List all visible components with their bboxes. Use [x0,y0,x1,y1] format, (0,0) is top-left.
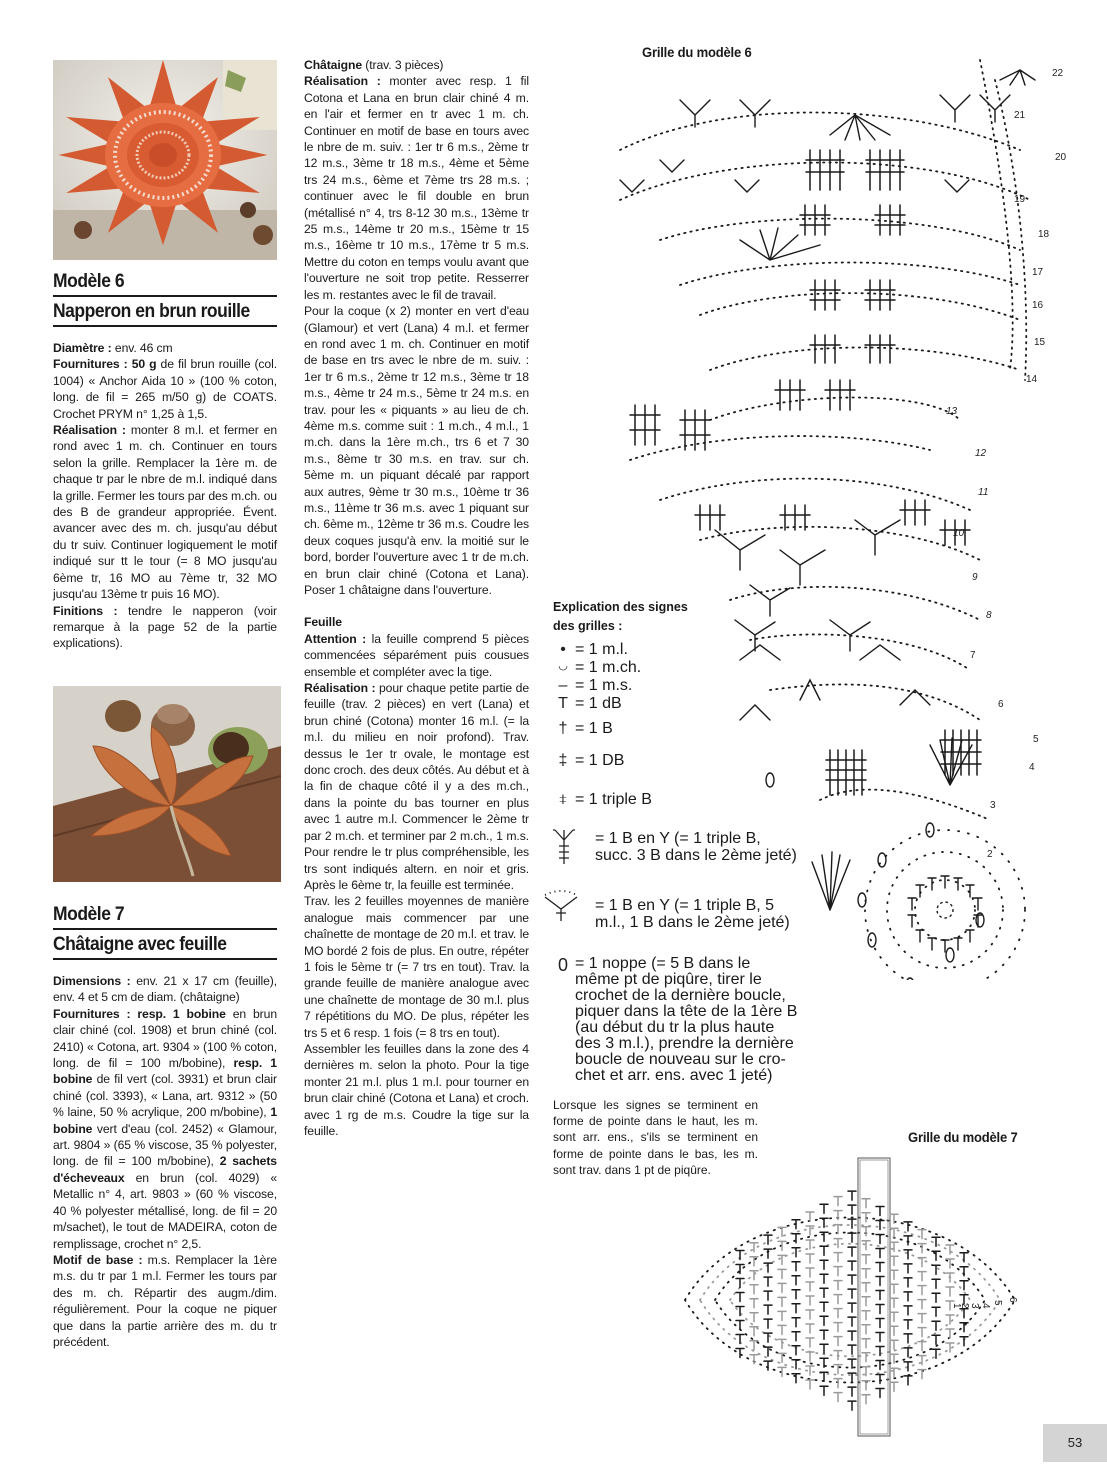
grid7-row-number: 6 [1007,1297,1018,1303]
grid7-stitch [764,1291,772,1300]
grid6-row-number: 20 [1055,152,1067,163]
grid7-stitch [862,1213,870,1222]
grid7-stitch [736,1321,744,1330]
grid7-stitch [960,1253,968,1262]
y-stitch-up-icon [551,826,577,866]
grid7-stitch [904,1292,912,1301]
grid7-stitch [834,1379,842,1388]
grid7-stitch [876,1333,884,1342]
grid7-stitch [792,1290,800,1299]
grid7-stitch [848,1191,856,1200]
grid7-stitch [778,1241,786,1250]
triple-treble-icon: ⧧ [558,791,568,808]
grid7-stitch [848,1247,856,1256]
grid7-row-number: 5 [992,1300,1003,1306]
grid7-stitch [904,1320,912,1329]
grid7-stitch [932,1293,940,1302]
grid7-stitch [862,1269,870,1278]
model7-subtitle: Châtaigne avec feuille [53,934,227,955]
single-crochet-icon: – [558,677,568,694]
grid6-row-number: 18 [1038,229,1050,240]
grid6-row-number: 14 [1026,374,1038,385]
grid7-stitch [862,1241,870,1250]
grid7-stitch [820,1386,828,1395]
grid7-stitch [890,1326,898,1335]
grid7-stitch [862,1325,870,1334]
grid7-stitch [876,1375,884,1384]
grid7-row-number: 1 [951,1303,962,1309]
grid7-stitch [764,1347,772,1356]
grid7-stitch [876,1221,884,1230]
grid7-stitch [806,1268,814,1277]
grid7-stitch [918,1300,926,1309]
grid7-stitch [750,1299,758,1308]
grid7-stitch [736,1293,744,1302]
grid6-columns [630,150,981,795]
grid7-row-number: 2 [959,1303,970,1309]
grid7-stitch [876,1207,884,1216]
grid7-stitch [764,1277,772,1286]
grid6-row-number: 4 [1029,762,1035,773]
model7-instructions: Dimensions : env. 21 x 17 cm (feuille), env. 4 et 5 cm de diam. (châtaigne) Fournitures : resp. 1 bobine en brun clair chiné (col. 1908) et brun chiné (col. 2410) « Cotona, art. 9304 » (100 % coton, long. de fil = 100 m/bobine), resp. 1 bobine de fil vert (col. 3931) et brun clair chiné (col. 3393), « Lana, art. 9312 » (50 % laine, 50 % acrylique, 200 m/bobine), 1 bobine vert d'eau (col. 2452) « Glamour, art. 9804 » (65 % viscose, 35 % polyester, long. de fil = 100 m/bobine), 2 sachets d'écheveaux en brun (col. 4029) « Metallic n° 4, art. 9803 » (60 % viscose, 40 % polyester métallisé, long. de fil = 20 m/sachet), le tout de MADEIRA, coton de remplissage, crochet n° 2,5. Motif de base : m.s. Remplacer la 1ère m.s. du tr par 1 m.l. Fermer les tours par des m. ch. Répartir des augm./dim. régulièrement. Pour la coque ne piquer que dans la partie arrière des m. du tr précédent. [53,974,278,1349]
grid7-stitch [862,1297,870,1306]
grid7-stitch [764,1319,772,1328]
grid7-stitch [792,1374,800,1383]
grid7-stitch [764,1263,772,1272]
grid7-stitch [764,1361,772,1370]
double-crochet-icon: † [558,720,568,737]
grid6-row-number: 6 [998,699,1004,710]
grid7-stitch [736,1251,744,1260]
chestnut-leaf-photo [53,686,281,882]
grid7-stitch [862,1255,870,1264]
grid7-stitch [792,1262,800,1271]
grid7-stitch [876,1319,884,1328]
grid7-stitch [820,1288,828,1297]
grid7-stitch [946,1329,954,1338]
grid7-stitch [778,1297,786,1306]
grid7-stitch [778,1269,786,1278]
grid6-row-number: 17 [1032,267,1044,278]
grid6-arcs [620,60,1030,820]
grid7-stitch [890,1340,898,1349]
slip-stitch-icon: ◡ [558,660,568,672]
grid7-stitch [778,1353,786,1362]
grid6-row-number: 12 [975,448,987,459]
grid6-row-number: 16 [1032,300,1044,311]
heading-rule [53,295,277,297]
grid7-title: Grille du modèle 7 [908,1129,1018,1145]
grid7-stitch [862,1381,870,1390]
grid7-stitch [736,1279,744,1288]
grid7-stitch [876,1389,884,1398]
grid7-stitch [904,1334,912,1343]
grid7-stitch [750,1285,758,1294]
grid7-stitch [820,1260,828,1269]
grid7-stitch [862,1227,870,1236]
grid7-stitch [918,1314,926,1323]
grid7-stitch [736,1307,744,1316]
grid7-stitch [834,1267,842,1276]
grid7-stitch [848,1219,856,1228]
grid7-stitch [750,1355,758,1364]
grid6-row-number: 2 [987,849,993,860]
grid6-row-number: 8 [986,610,992,621]
grid7-stitch [792,1248,800,1257]
grid7-stitch [792,1332,800,1341]
grid7-stitch [834,1309,842,1318]
model6-title: Modèle 6 [53,271,125,292]
grid7-stitch [834,1337,842,1346]
grid7-stitch [918,1370,926,1379]
grid7-stitch [876,1235,884,1244]
grid7-stitch [918,1328,926,1337]
grid7-stitch [792,1220,800,1229]
grid7-stitch [764,1249,772,1258]
grid7-stitch [890,1242,898,1251]
grid7-stitch [736,1335,744,1344]
grid7-stitch [890,1298,898,1307]
grid7-stitch [750,1271,758,1280]
model6-subtitle: Napperon en brun rouille [53,301,250,322]
grid7-stitch [848,1233,856,1242]
grid6-row-number: 7 [970,650,976,661]
grid7-stitch [736,1349,744,1358]
grid7-stitch [806,1296,814,1305]
grid7-stitch [946,1287,954,1296]
grid7-stitch [960,1337,968,1346]
grid7-stitch [848,1275,856,1284]
grid7-stitch [820,1232,828,1241]
grid7-stitch [876,1249,884,1258]
treble-crochet-icon: ‡ [558,752,568,769]
model6-heading [53,270,277,330]
grid7-row-number: 3 [969,1303,980,1309]
grid7-stitch [834,1365,842,1374]
grid7-stitch [792,1318,800,1327]
grid7-stitch [764,1333,772,1342]
grid7-stitch [820,1358,828,1367]
grid7-stitch [834,1239,842,1248]
grid6-row-number: 9 [972,572,978,583]
grid7-stitch [820,1204,828,1213]
grid7-stitch [848,1331,856,1340]
grid7-stitch [904,1362,912,1371]
grid6-title: Grille du modèle 6 [642,44,752,60]
grid7-stitch [904,1250,912,1259]
grid7-stitch [806,1254,814,1263]
grid7-stitch [764,1305,772,1314]
grid7-stitch [862,1353,870,1362]
grid6-row-number: 5 [1033,734,1039,745]
grid7-chart [670,1150,1030,1440]
grid6-row-number: 21 [1014,110,1026,121]
grid7-stitch [904,1236,912,1245]
grid7-stitch [806,1380,814,1389]
grid6-row-number: 22 [1052,68,1064,79]
grid7-stitch [848,1401,856,1410]
stitch-legend [553,598,763,636]
y-stitch-chain-icon [541,889,581,923]
grid7-stitch [792,1234,800,1243]
grid6-row-number: 10 [953,528,965,539]
legend-title-2: des grilles : [553,619,623,633]
grid7-stitch [834,1351,842,1360]
grid7-stitch [876,1291,884,1300]
grid7-stitch [890,1368,898,1377]
grid7-stitch [862,1311,870,1320]
grid7-stitch [834,1197,842,1206]
grid7-stitch [890,1312,898,1321]
grid7-stitch [918,1342,926,1351]
grid7-stitch [848,1345,856,1354]
grid7-stitch [848,1303,856,1312]
grid7-stitch [834,1253,842,1262]
grid7-stitch [890,1256,898,1265]
model7-heading [53,903,277,963]
grid7-stitch [904,1264,912,1273]
chain-stitch-icon: • [560,641,566,658]
grid7-stitch [876,1347,884,1356]
grid7-stitch [862,1199,870,1208]
grid7-stitch [862,1395,870,1404]
grid7-stitch [820,1344,828,1353]
grid7-stitch [904,1376,912,1385]
model6-instructions: Diamètre : env. 46 cm Fournitures : 50 g de fil brun rouille (col. 1004) « Anchor Aida 10 » (100 % coton, long. de fil = 265 m/50 g) de COATS. Crochet PRYM n° 1,25 à 1,5. Réalisation : monter 8 m.l. et fermer en rond avec 1 m. ch. Continuer en tours selon la grille. Remplacer la 1ère m. de chaque tr par le nbre de m.l. indiqué dans la grille. Fermer les tours par des m.ch. ou des B de grandeur appropriée. Évent. avancer avec des m. ch. jusqu'au début du tr suiv. Continuer logiquement le motif indiqué sur tt le tour (= 8 MO jusqu'au 6ème tr, 16 MO au 7ème tr, 32 MO jusqu'au 13ème tr puis 16 MO). Finitions : tendre le napperon (voir remarque à la page 52 de la partie explications). [53,341,278,651]
legend-note: Lorsque les signes se terminent en forme de pointe dans le haut, les m. sont arr. ens., s'ils se terminent en forme de pointe dans le bas, les m. sont trav. dans 1 pt de piqûre. [553,1098,758,1177]
grid7-stitch [820,1246,828,1255]
grid7-stitch [806,1212,814,1221]
grid7-stitch [890,1284,898,1293]
grid7-stitch [848,1289,856,1298]
grid7-stitch [806,1338,814,1347]
grid6-fans [740,70,1035,910]
grid7-stitch [820,1316,828,1325]
grid7-stitch [862,1283,870,1292]
grid7-stitch [806,1352,814,1361]
grid7-stitch [862,1339,870,1348]
grid6-row-number: 19 [1014,194,1026,205]
grid6-row-number: 13 [946,406,958,417]
grid7-stitch [904,1348,912,1357]
grid7-stitch [778,1339,786,1348]
grid7-stitch [932,1279,940,1288]
grid7-stitch [876,1277,884,1286]
grid7-stitch [806,1310,814,1319]
grid7-stitch [792,1346,800,1355]
grid7-stitch [792,1276,800,1285]
grid7-stitch [932,1307,940,1316]
grid7-stitch [946,1273,954,1282]
grid7-stitch [778,1255,786,1264]
page-number: 53 [1043,1424,1107,1462]
grid7-stitch [876,1305,884,1314]
grid7-stitch [848,1205,856,1214]
grid7-stitch [918,1244,926,1253]
grid7-stitch [792,1304,800,1313]
grid7-stitch [918,1286,926,1295]
doily-photo [53,60,277,260]
grid7-row-number: 4 [980,1303,991,1309]
half-double-icon: T [558,695,568,712]
grid7-stitch [848,1261,856,1270]
grid6-row-number: 15 [1034,337,1046,348]
grid7-stitch [750,1313,758,1322]
grid7-stitch [932,1321,940,1330]
model7-title: Modèle 7 [53,904,125,925]
grid7-stitch [904,1306,912,1315]
grid7-stitch [820,1302,828,1311]
grid7-stitch [778,1283,786,1292]
grid7-stitch [834,1211,842,1220]
grid7-stitch [834,1281,842,1290]
legend-title: Explication des signes [553,600,688,614]
grid7-stitch [918,1272,926,1281]
grid7-stitch [890,1214,898,1223]
grid7-stitch [834,1295,842,1304]
grid7-stitch [876,1263,884,1272]
heading-rule [53,928,277,930]
grid7-stitch [778,1325,786,1334]
grid7-stitch [778,1311,786,1320]
grid7-stitch [834,1393,842,1402]
grid7-stitch [806,1324,814,1333]
grid7-stitch [848,1387,856,1396]
grid7-stitch [834,1323,842,1332]
grid7-stitch [890,1382,898,1391]
grid7-stitch [820,1274,828,1283]
grid7-stitch [932,1335,940,1344]
chestnut-instructions: Châtaigne (trav. 3 pièces) Réalisation : monter avec resp. 1 fil Cotona et Lana en brun clair chiné 4 m. en l'air et fermer en tr avec 1 m. ch. Continuer en motif de base en tours avec le nbre de m. suiv. : 1er tr 6 m.s., 2ème tr 12 m.s., 3ème tr 18 m.s., 4ème et 5ème trs 24 m.s., 6ème et 7ème trs 28 m.s. ; continuer avec le fil double en brun (métallisé n° 4, trs 8-12 30 m.s., 13ème tr 25 m.s., 14ème tr 20 m.s., 15ème tr 15 m.s., 16ème tr 10 m.s., 17ème tr 5 m.s. Mettre du coton en temps voulu avant que l'ouverture ne soit trop petite. Resserrer les m. restantes avec le fil de travail. Pour la coque (x 2) monter en vert d'eau (Glamour) et vert (Lana) 4 m.l. et fermer en rond avec 1 m. ch. Continuer en motif de base en trs avec le nbre de m. suiv. : 1er tr 6 m.s., 2ème tr 12 m.s., 3ème tr 18 m.s., 4ème tr 24 m.s., 5ème tr 24 m.s. en trav. pour les « piquants » au lieu de ch. 4ème m.s. comme suit : 1 m.ch., 4 m.l., 1 m.ch. dans la 1ère m.ch., trs 6 et 7 30 m.s., 8ème tr 30 m.s. en trav. sur ch. 5ème m. un piquant décalé par rapport aux autres, 9ème tr 30 m.s., 10ème tr 36 m.s., 11ème tr 36 m.s. avec 1 piquant sur ch. 6ème m., 12ème tr 36 m.s. Coudre les deux coques jusqu'à env. la moitié sur le bord, border l'ouverture avec 1 tr de m.ch. en brun clair chiné (Cotona et Lana). Poser 1 châtaigne dans l'ouverture. Feuille Attention : la feuille comprend 5 pièces commencées séparément puis cousues ensemble et compléter avec la tige. Réalisation : pour chaque petite partie de feuille (trav. 2 pièces) en vert (Lana) et brun chiné (Cotona) monter 16 m.l. (= la m.l. du milieu en noir profond). Trav. dessus le 1er tr ovale, le montage est donc croch. des deux côtés. Au début et à la fin de chaque côté il y a des m.ch., dans la pointe du bas tourner en plus avec 1 autre m.l. Commencer le 2ème tr par 2 m.ch. et terminer par 2 m.ch., 1 m.s. Pour rendre le tr plus compréhensible, les trs sont indiqués altern. en noir et gris. Après le 6ème tr, la feuille est terminée. Trav. les 2 feuilles moyennes de manière analogue mais commencer par une chaînette de montage de 20 m.l. et trav. le MO bordé 2 fois de plus. En outre, répéter 1 fois le 5ème tr (= 7 trs en tout). Trav. la grande feuille de manière analogue avec une chaînette de montage de 30 m.l. plus 7 répétitions du MO. De plus, répéter les trs 5 et 6 resp. 1 fois (= 8 trs en tout). Assembler les feuilles dans la zone des 4 dernières m. selon la photo. Pour la tige monter 21 m.l. plus 1 m.l. pour tourner en brun clair chiné (Cotona et Lana) et croch. avec 1 rg de m.s. Coudre la tige sur la feuille. [304,58,530,1138]
grid6-row-number: 3 [990,800,996,811]
heading-rule [53,958,277,960]
grid6-stitches-centre [908,876,982,952]
grid7-stitch [960,1267,968,1276]
grid7-stitch [904,1278,912,1287]
grid7-stitch [848,1317,856,1326]
grid7-stitch [806,1282,814,1291]
grid6-row-number: 11 [978,487,989,498]
heading-rule [53,325,277,327]
grid7-stitch [820,1330,828,1339]
grid7-stitch [890,1270,898,1279]
grid7-stitch [904,1222,912,1231]
bobble-icon: 0 [557,955,568,975]
grid7-stitch [960,1309,968,1318]
